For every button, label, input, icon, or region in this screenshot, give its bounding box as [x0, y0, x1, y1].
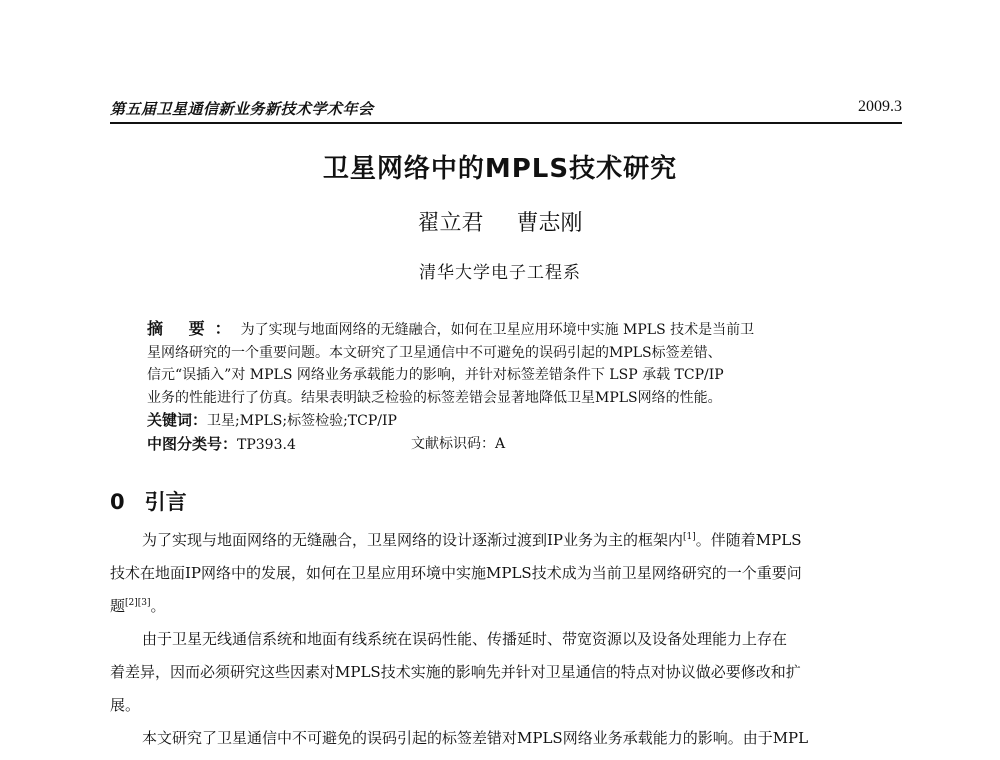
body-text: [110, 524, 902, 755]
body-line: [110, 590, 902, 623]
abstract: [147, 318, 877, 456]
keywords-line: [147, 409, 877, 433]
body-line-text: 。伴随着MPLS: [695, 531, 802, 549]
abstract-label: 摘 要：: [147, 319, 241, 338]
keywords-value: 卫星;MPLS;标签检验;TCP/IP: [207, 413, 397, 429]
author-name: 翟立君: [417, 211, 484, 236]
section-heading: [110, 486, 187, 516]
body-line-text: 为了实现与地面网络的无缝融合，卫星网络的设计逐渐过渡到IP业务为主的框架内: [142, 531, 684, 549]
abstract-line: [147, 318, 877, 342]
body-line-text: 。: [150, 597, 166, 615]
section-title: 引言: [144, 490, 187, 514]
classification-line: [147, 433, 877, 457]
affiliation: 清华大学电子工程系: [419, 263, 581, 283]
body-line-text: 题: [110, 597, 126, 615]
doc-code-label: 文献标识码：: [411, 435, 495, 452]
paper-title: 卫星网络中的MPLS技术研究: [322, 154, 678, 184]
body-line: 着差异，因而必须研究这些因素对MPLS技术实施的影响先并针对卫星通信的特点对协议做必要修改和扩: [110, 663, 801, 681]
conference-name: 第五届卫星通信新业务新技术学术年会: [110, 100, 374, 118]
body-line: 技术在地面IP网络中的发展，如何在卫星应用环境中实施MPLS技术成为当前卫星网络研究的一个重要问: [110, 564, 802, 582]
abstract-text: 为了实现与地面网络的无缝融合，如何在卫星应用环境中实施 MPLS 技术是当前卫: [240, 322, 755, 338]
author-name: 曹志刚: [516, 211, 583, 236]
body-line: 展。: [110, 696, 141, 714]
abstract-line: 信元“误插入”对 MPLS 网络业务承载能力的影响，并针对标签差错条件下 LSP 承载 TCP/IP: [147, 367, 724, 383]
body-line: 本文研究了卫星通信中不可避免的误码引起的标签差错对MPLS网络业务承载能力的影响。由于MPL: [142, 729, 809, 747]
document-code: [411, 433, 505, 456]
clc-value: TP393.4: [237, 436, 296, 453]
clc-label: 中图分类号：: [147, 434, 238, 453]
abstract-line: 业务的性能进行了仿真。结果表明缺乏检验的标签差错会显著地降低卫星MPLS网络的性能。: [147, 389, 722, 406]
body-line: 由于卫星无线通信系统和地面有线系统在误码性能、传播延时、带宽资源以及设备处理能力上存在: [142, 630, 788, 648]
running-header: [110, 96, 902, 124]
keywords-label: 关键词：: [147, 411, 208, 429]
issue-date: 2009.3: [858, 98, 902, 115]
citation-ref: [1]: [683, 532, 696, 542]
citation-ref: [2][3]: [125, 598, 151, 608]
abstract-line: 星网络研究的一个重要问题。本文研究了卫星通信中不可避免的误码引起的MPLS标签差错、: [147, 344, 722, 361]
author-list: [0, 206, 1000, 237]
body-line: [110, 524, 902, 557]
section-number: 0: [110, 490, 125, 514]
doc-code-value: A: [495, 435, 506, 452]
